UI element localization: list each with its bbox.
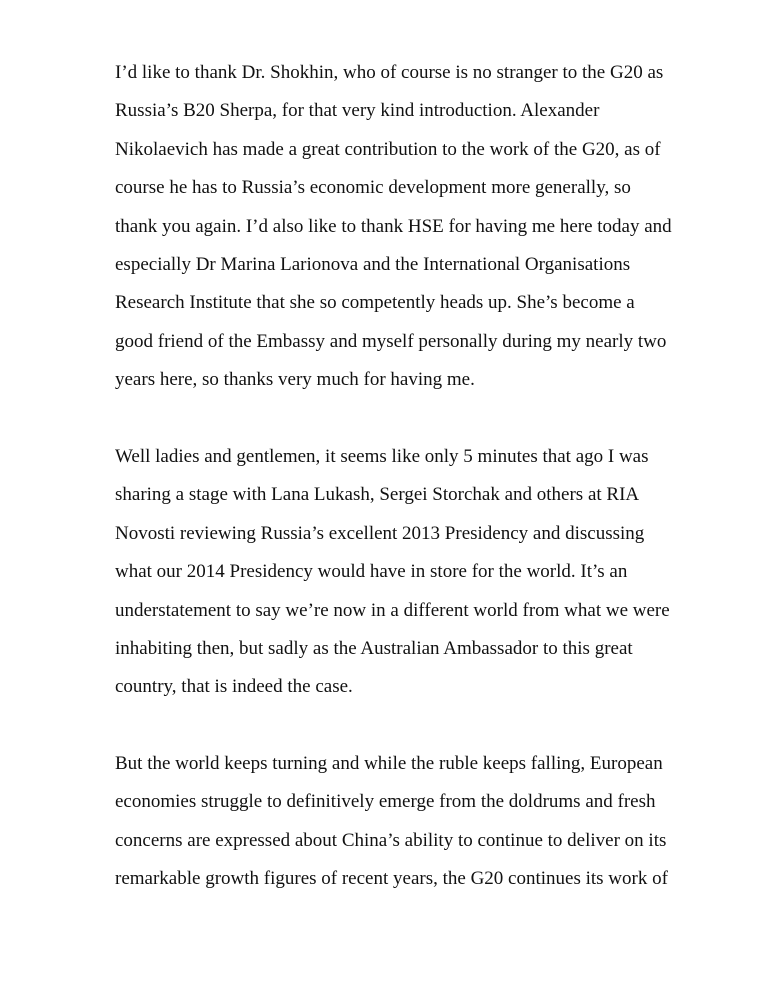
text-line: Nikolaevich has made a great contribution to the work of the G20, as of [115,138,661,160]
text-line: economies struggle to definitively emerge from the doldrums and fresh [115,791,656,813]
text-line: inhabiting then, but sadly as the Australian Ambassador to this great [115,637,633,659]
text-line: But the world keeps turning and while the ruble keeps falling, European [115,753,663,774]
text-line: Novosti reviewing Russia’s excellent 2013 Presidency and discussing [115,522,645,544]
text-line: remarkable growth figures of recent years, the G20 continues its work of [115,868,668,890]
paragraph-1 [115,54,755,400]
text-line: years here, so thanks very much for having me. [115,369,475,391]
text-line: thank you again. I’d also like to thank HSE for having me here today and [115,215,672,237]
paragraph-3 [115,745,755,899]
paragraph-2 [115,438,755,707]
text-line: course he has to Russia’s economic development more generally, so [115,177,631,199]
text-line: Research Institute that she so competently heads up. She’s become a [115,292,635,314]
text-line: especially Dr Marina Larionova and the International Organisations [115,253,631,275]
text-line: country, that is indeed the case. [115,676,353,698]
text-line: sharing a stage with Lana Lukash, Sergei Storchak and others at RIA [115,484,640,506]
text-line: I’d like to thank Dr. Shokhin, who of course is no stranger to the G20 as [115,62,664,83]
text-line: Well ladies and gentlemen, it seems like only 5 minutes that ago I was [115,446,649,467]
text-line: good friend of the Embassy and myself personally during my nearly two [115,330,667,352]
text-line: understatement to say we’re now in a different world from what we were [115,599,670,621]
text-line: Russia’s B20 Sherpa, for that very kind introduction. Alexander [115,100,600,122]
text-line: what our 2014 Presidency would have in store for the world. It’s an [115,561,628,583]
text-line: concerns are expressed about China’s ability to continue to deliver on its [115,829,667,851]
